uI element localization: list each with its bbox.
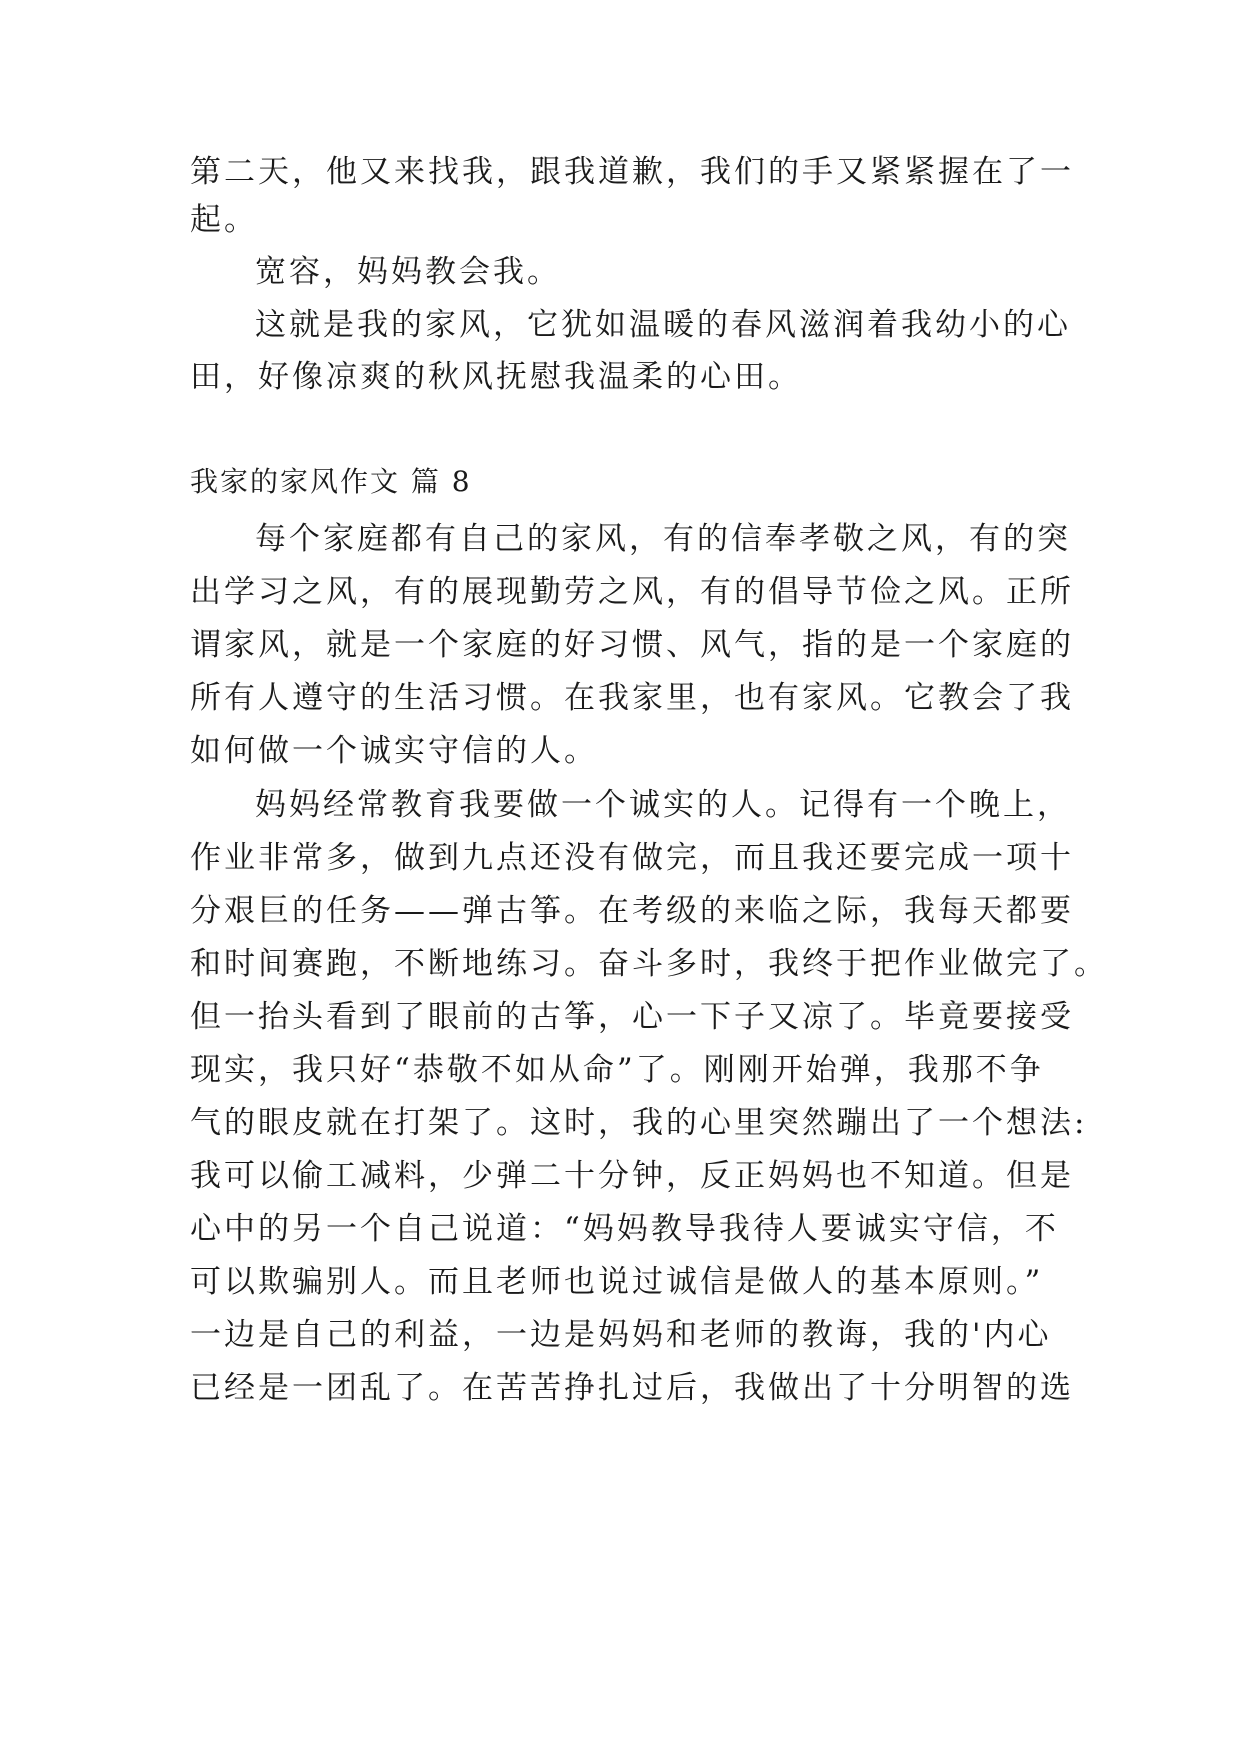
text-line: 我可以偷工减料，少弹二十分钟，反正妈妈也不知道。但是 <box>190 1158 1074 1194</box>
text-line: 一边是自己的利益，一边是妈妈和老师的教诲，我的'内心 <box>190 1317 1052 1353</box>
text-line: 所有人遵守的生活习惯。在我家里，也有家风。它教会了我 <box>190 680 1074 716</box>
paragraph-first-line: 宽容，妈妈教会我。 <box>255 254 561 290</box>
text-line: 第二天，他又来找我，跟我道歉，我们的手又紧紧握在了一 <box>190 154 1074 190</box>
text-line: 谓家风，就是一个家庭的好习惯、风气，指的是一个家庭的 <box>190 627 1074 663</box>
paragraph-first-line: 这就是我的家风，它犹如温暖的春风滋润着我幼小的心 <box>255 307 1071 343</box>
text-line: 但一抬头看到了眼前的古筝，心一下子又凉了。毕竟要接受 <box>190 999 1074 1035</box>
text-line: 作业非常多，做到九点还没有做完，而且我还要完成一项十 <box>190 840 1074 876</box>
text-line: 气的眼皮就在打架了。这时，我的心里突然蹦出了一个想法: <box>190 1105 1088 1141</box>
text-line: 起。 <box>190 202 258 238</box>
text-line: 田，好像凉爽的秋风抚慰我温柔的心田。 <box>190 359 802 395</box>
text-line: 出学习之风，有的展现勤劳之风，有的倡导节俭之风。正所 <box>190 574 1074 610</box>
text-line: 可以欺骗别人。而且老师也说过诚信是做人的基本原则。” <box>190 1264 1044 1300</box>
text-line: 现实，我只好“恭敬不如从命”了。刚刚开始弹，我那不争 <box>190 1052 1044 1088</box>
text-line: 心中的另一个自己说道：“妈妈教导我待人要诚实守信，不 <box>190 1211 1059 1247</box>
section-heading: 我家的家风作文 篇 8 <box>190 465 472 498</box>
text-line: 和时间赛跑，不断地练习。奋斗多时，我终于把作业做完了。 <box>190 946 1108 982</box>
text-line: 如何做一个诚实守信的人。 <box>190 733 598 769</box>
text-line: 已经是一团乱了。在苦苦挣扎过后，我做出了十分明智的选 <box>190 1370 1074 1406</box>
paragraph-first-line: 每个家庭都有自己的家风，有的信奉孝敬之风，有的突 <box>255 521 1071 557</box>
text-line: 分艰巨的任务——弹古筝。在考级的来临之际，我每天都要 <box>190 893 1074 929</box>
paragraph-first-line: 妈妈经常教育我要做一个诚实的人。记得有一个晚上， <box>255 787 1071 823</box>
